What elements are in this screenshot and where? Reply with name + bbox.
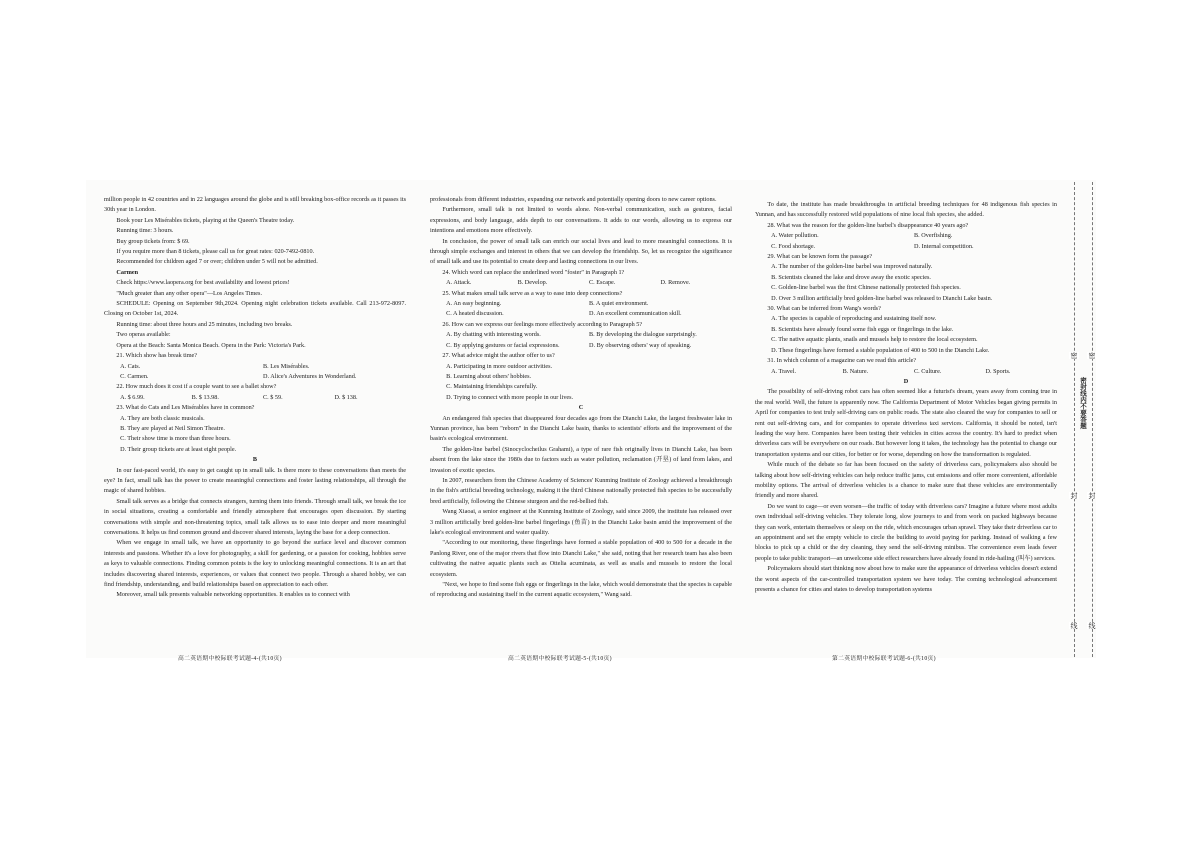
paragraph: "According to our monitoring, these fingerlings have formed a stable population of 400 to 500 for a decade in the Panlong River, one of the major rivers that flow into Dianchi Lake," she said, noting that her research team has also been cultivating the native aquatic plants such as Ottelia acuminata, as well as snails and mussels to restore the local ecosystem. xyxy=(430,539,732,578)
option: A. Water pollution. xyxy=(771,232,819,240)
option: B. Learning about others' hobbies. xyxy=(446,372,532,380)
question-28: 28. What was the reason for the golden-line barbel's disappearance 40 years ago? xyxy=(767,221,969,229)
option: A. Participating in more outdoor activities. xyxy=(446,362,553,370)
paragraph: The golden-line barbel (Sinocyclocheilus Grahami), a type of rare fish originally lives in Dianchi Lake, has been absent from the lake since the 1980s due to factors such as water pollution, reclamation (开垦) of land from lakes, and invasion of exotic species. xyxy=(430,445,732,474)
option: C. Their show time is more than three hours. xyxy=(120,435,231,443)
option: D. An excellent communication skill. xyxy=(589,310,682,318)
binding-margin xyxy=(1066,182,1100,657)
binding-label-seal: 封 xyxy=(1088,492,1096,499)
option: A. Travel. xyxy=(771,367,797,375)
text-line: Book your Les Misérables tickets, playing at the Queen's Theatre today. xyxy=(116,216,295,224)
section-d-heading: D xyxy=(903,377,909,385)
option: C. Food shortage. xyxy=(771,242,816,250)
question-30: 30. What can be inferred from Wang's words? xyxy=(767,305,881,313)
option: D. Over 3 million artificially bred golden-line barbel was released to Dianchi Lake basin. xyxy=(771,294,993,302)
option: C. Maintaining friendships carefully. xyxy=(446,383,538,391)
text-line: Check https://www.laopera.org for best availability and lowest prices! xyxy=(116,279,290,287)
paragraph: Moreover, small talk presents valuable networking opportunities. It enables us to connect with xyxy=(116,591,350,599)
text-line: Opera at the Beach: Santa Monica Beach. Opera in the Park: Victoria's Park. xyxy=(116,341,306,349)
option: A. Cats. xyxy=(120,362,141,370)
option: B. Overfishing. xyxy=(914,232,953,240)
text-line: Running time: about three hours and 25 minutes, including two breaks. xyxy=(116,320,293,328)
paragraph: Policymakers should start thinking now about how to make sure the appearance of driverless vehicles doesn't extend the worst aspects of the car-controlled transportation system we have today. The coming technological advancement presents a chance for cities and states to develop transportation systems xyxy=(755,565,1057,594)
binding-dashed-line xyxy=(1074,182,1075,657)
paragraph: Do we want to cage—or even worsen—the traffic of today with driverless cars? Imagine a future where most adults own individual self-driving vehicles. They tolerate long, slow journeys to and from work on packed highways because they can work, entertain themselves or sleep on the ride, which encourages urban sprawl. They take their driverless car to an appointment and set the empty vehicle to circle the building to avoid paying for parking. Instead of walking a few blocks to pick up a child or the dry cleaning, they send the self-driving minibus. The convenience even leads fewer people to take public transport—an unwelcome side effect researchers have already found in ride-hailing (叫车) services. xyxy=(755,502,1057,562)
option: A. The species is capable of reproducing and sustaining itself now. xyxy=(771,315,937,323)
question-22-options xyxy=(104,393,406,403)
option: C. The native aquatic plants, snails and mussels help to restore the local ecosystem. xyxy=(771,336,978,344)
option: D. $ 138. xyxy=(334,393,358,401)
text-line: Running time: 3 hours. xyxy=(116,227,174,235)
question-26: 26. How can we express our feelings more effectively according to Paragraph 5? xyxy=(442,320,643,328)
option: D. These fingerlings have formed a stable population of 400 to 500 in the Dianchi Lake. xyxy=(771,346,990,354)
paragraph: In 2007, researchers from the Chinese Academy of Sciences' Kunming Institute of Zoology achieved a breakthrough in the fish's artificial breeding technology, making it the third Chinese nationally protected fish species to be successfully bred artificially, following the Chinese sturgeon and the red-bellied fish. xyxy=(430,476,732,505)
paragraph: The possibility of self-driving robot cars has often seemed like a futurist's dream, years away from coming true in the real world. Well, the future is apparently now. The California Department of Motor Vehicles began giving permits in April for companies to test truly self-driving cars on public roads. The state also cleared the way for companies to sell or rent out self-driving cars, and for companies to operate driverless taxi services. California, it should be noted, isn't leading the way here. Companies have been testing their vehicles in cities across the country. It's hard to predict when driverless cars will be everywhere on our roads. But however long it takes, the technology has the potential to change our transportation systems and our cities, for better or for worse, depending on how the transformation is regulated. xyxy=(755,388,1057,458)
page-footer: 高二英语期中校际联考试题-4-(共10页) xyxy=(178,656,282,662)
binding-label-seal: 密 xyxy=(1070,352,1078,359)
column-1 xyxy=(104,195,406,601)
section-c-heading: C xyxy=(578,404,584,412)
option: B. They are played at Neil Simon Theatre. xyxy=(120,424,225,432)
paragraph: To date, the institute has made breakthroughs in artificial breeding techniques for 48 indigenous fish species in Yunnan, and has successfully restored wild populations of nine local fish species, she added. xyxy=(755,201,1057,219)
question-25: 25. What makes small talk serve as a way to ease into deep connections? xyxy=(442,289,623,297)
option: A. The number of the golden-line barbel was improved naturally. xyxy=(771,263,933,271)
binding-label-seal: 密 xyxy=(1088,352,1096,359)
option: A. Attack. xyxy=(446,279,472,287)
paragraph: Wang Xiaoai, a senior engineer at the Kunming Institute of Zoology, said since 2009, the institute has released over 3 million artificially bred golden-line barbel fingerlings (鱼苗) in the Dianchi Lake basin amid the improvement of the lake's ecological environment and water quality. xyxy=(430,508,732,536)
text-line: Two operas available: xyxy=(116,331,171,339)
question-31: 31. In which column of a magazine can we read this article? xyxy=(767,357,917,365)
question-28-options xyxy=(755,231,1057,252)
option: C. Escape. xyxy=(589,279,616,287)
option: A. They are both classic musicals. xyxy=(120,414,205,422)
question-31-options xyxy=(755,367,1057,377)
text-line: SCHEDULE: Opening on September 9th,2024. Opening night celebration tickets available. Call 213-972-8097. Closing on October 1st, 2024. xyxy=(104,300,406,318)
option: B. Scientists cleaned the lake and drove away the exotic species. xyxy=(771,273,931,281)
paragraph: An endangered fish species that disappeared four decades ago from the Dianchi Lake, the largest freshwater lake in Yunnan province, has been "reborn" in the Dianchi Lake basin, thanks to scientists' efforts and the improvement of the basin's ecological environment. xyxy=(430,414,732,443)
option: D. Sports. xyxy=(985,367,1011,375)
text-line: Buy group tickets from: $ 69. xyxy=(116,237,190,245)
page-footer: 第二英语期中校际联考试题-6-(共10页) xyxy=(832,656,936,662)
option: D. Trying to connect with more people in our lives. xyxy=(446,393,574,401)
question-22: 22. How much does it cost if a couple want to see a ballet show? xyxy=(116,383,277,391)
option: B. Develop. xyxy=(517,279,548,287)
question-29: 29. What can be known form the passage? xyxy=(767,253,873,261)
section-b-heading: B xyxy=(252,456,258,464)
paragraph: When we engage in small talk, we have an opportunity to go beyond the surface level and discover common interests and passions. Whether it's a love for photography, a skill for gardening, or a passion for cooking, hobbies serve as keys to valuable connections. Finding common points is the key to unlocking meaningful connections. It is an art that includes discovering shared interests, experiences, or values that connect two people. Through a shared hobby, we can find friendship, understanding, and build relationships based on appreciation to each other. xyxy=(104,539,406,589)
text-line: "Much greater than any other opera"—Los Angeles Times. xyxy=(116,289,263,297)
binding-label-seal: 封 xyxy=(1070,492,1078,499)
paragraph: In conclusion, the power of small talk can enrich our social lives and lead to more meaningful connections. It is through simple exchanges and interest in others that we can develop the friendship. So, let us recognize the significance of small talk and use its potential to create deep and lasting connections in our lives. xyxy=(430,237,732,266)
option: D. By observing others' way of speaking. xyxy=(589,341,692,349)
question-24-options xyxy=(430,278,732,288)
option: B. A quiet environment. xyxy=(589,300,649,308)
option: B. Nature. xyxy=(842,367,869,375)
paragraph: professionals from different industries, expanding our network and potentially opening doors to new career options. xyxy=(430,196,717,203)
option: B. $ 13.98. xyxy=(191,393,219,401)
text-line: million people in 42 countries and in 22 languages around the globe and is still breaking box-office records as it passes its 30th year in London. xyxy=(104,196,406,214)
question-27: 27. What advice might the author offer to us? xyxy=(442,352,555,360)
paragraph: Small talk serves as a bridge that connects strangers, turning them into friends. Through small talk, we break the ice in social situations, creating a comfortable and friendly atmosphere that encourages open discussion. By starting conversations with simple and non-threatening topics, small talk allows us to ease into deeper and more meaningful conversations. It helps us find common ground and discover shared interests, laying the base for a deep connection. xyxy=(104,497,406,536)
option: C. By applying gestures or facial expressions. xyxy=(446,341,560,349)
option: D. Their group tickets are at least eight people. xyxy=(120,445,237,453)
option: C. A heated discussion. xyxy=(446,310,504,318)
text-line: If you require more than 8 tickets, please call us for great rates: 020-7492-0810. xyxy=(116,248,315,256)
paragraph: "Next, we hope to find some fish eggs or fingerlings in the lake, which would demonstrate that the species is capable of reproducing and sustaining itself in the current aquatic ecosystem," Wang said. xyxy=(430,581,732,599)
paragraph: Furthermore, small talk is not limited to words alone. Non-verbal communication, such as gestures, facial expressions, and body language, adds depth to our conversations. It adds to our words, allowing us to express our intentions and emotions more effectively. xyxy=(430,206,732,235)
column-2 xyxy=(430,195,732,601)
option: A. An easy beginning. xyxy=(446,300,502,308)
question-21-options xyxy=(104,362,406,383)
option: C. $ 59. xyxy=(263,393,283,401)
text-line: Recommended for children aged 7 or over; children under 5 will not be admitted. xyxy=(116,258,318,266)
question-23: 23. What do Cats and Les Misérables have in common? xyxy=(116,404,255,412)
binding-label-seal: 线 xyxy=(1070,622,1078,629)
binding-label-seal: 线 xyxy=(1088,622,1096,629)
binding-notice: 密封线内不要答题 xyxy=(1079,377,1086,429)
question-25-options xyxy=(430,299,732,320)
option: C. Carmen. xyxy=(120,372,149,380)
binding-dashed-line xyxy=(1092,182,1093,657)
option: B. Scientists have already found some fish eggs or fingerlings in the lake. xyxy=(771,325,954,333)
option: B. By developing the dialogue surprisingly. xyxy=(589,331,697,339)
option: C. Culture. xyxy=(914,367,942,375)
page-footer: 高二英语期中校际联考试题-5-(共10页) xyxy=(508,656,612,662)
carmen-heading: Carmen xyxy=(116,268,139,276)
option: D. Alice's Adventures in Wonderland. xyxy=(263,372,357,380)
option: A. By chatting with interesting words. xyxy=(446,331,541,339)
paragraph: In our fast-paced world, it's easy to get caught up in small talk. Is there more to these conversations than meets the eye? In fact, small talk has the power to create meaningful connections and foster lasting relationships, all through the magic of shared hobbies. xyxy=(104,466,406,495)
paragraph: While much of the debate so far has been focused on the safety of driverless cars, policymakers also should be talking about how self-driving vehicles can help reduce traffic jams, cut emissions and offer more convenient, affordable mobility options. The arrival of driverless vehicles is a chance to make sure that these vehicles are environmentally friendly and more shared. xyxy=(755,461,1057,500)
question-24: 24. Which word can replace the underlined word "foster" in Paragraph 1? xyxy=(442,268,625,276)
column-3 xyxy=(755,200,1057,595)
question-26-options xyxy=(430,330,732,351)
option: D. Remove. xyxy=(660,279,691,287)
option: B. Les Misérables. xyxy=(263,362,310,370)
option: C. Golden-line barbel was the first Chinese nationally protected fish species. xyxy=(771,284,961,292)
question-21: 21. Which show has break time? xyxy=(116,352,198,360)
option: D. Internal competition. xyxy=(914,242,974,250)
option: A. $ 6.99. xyxy=(120,393,145,401)
